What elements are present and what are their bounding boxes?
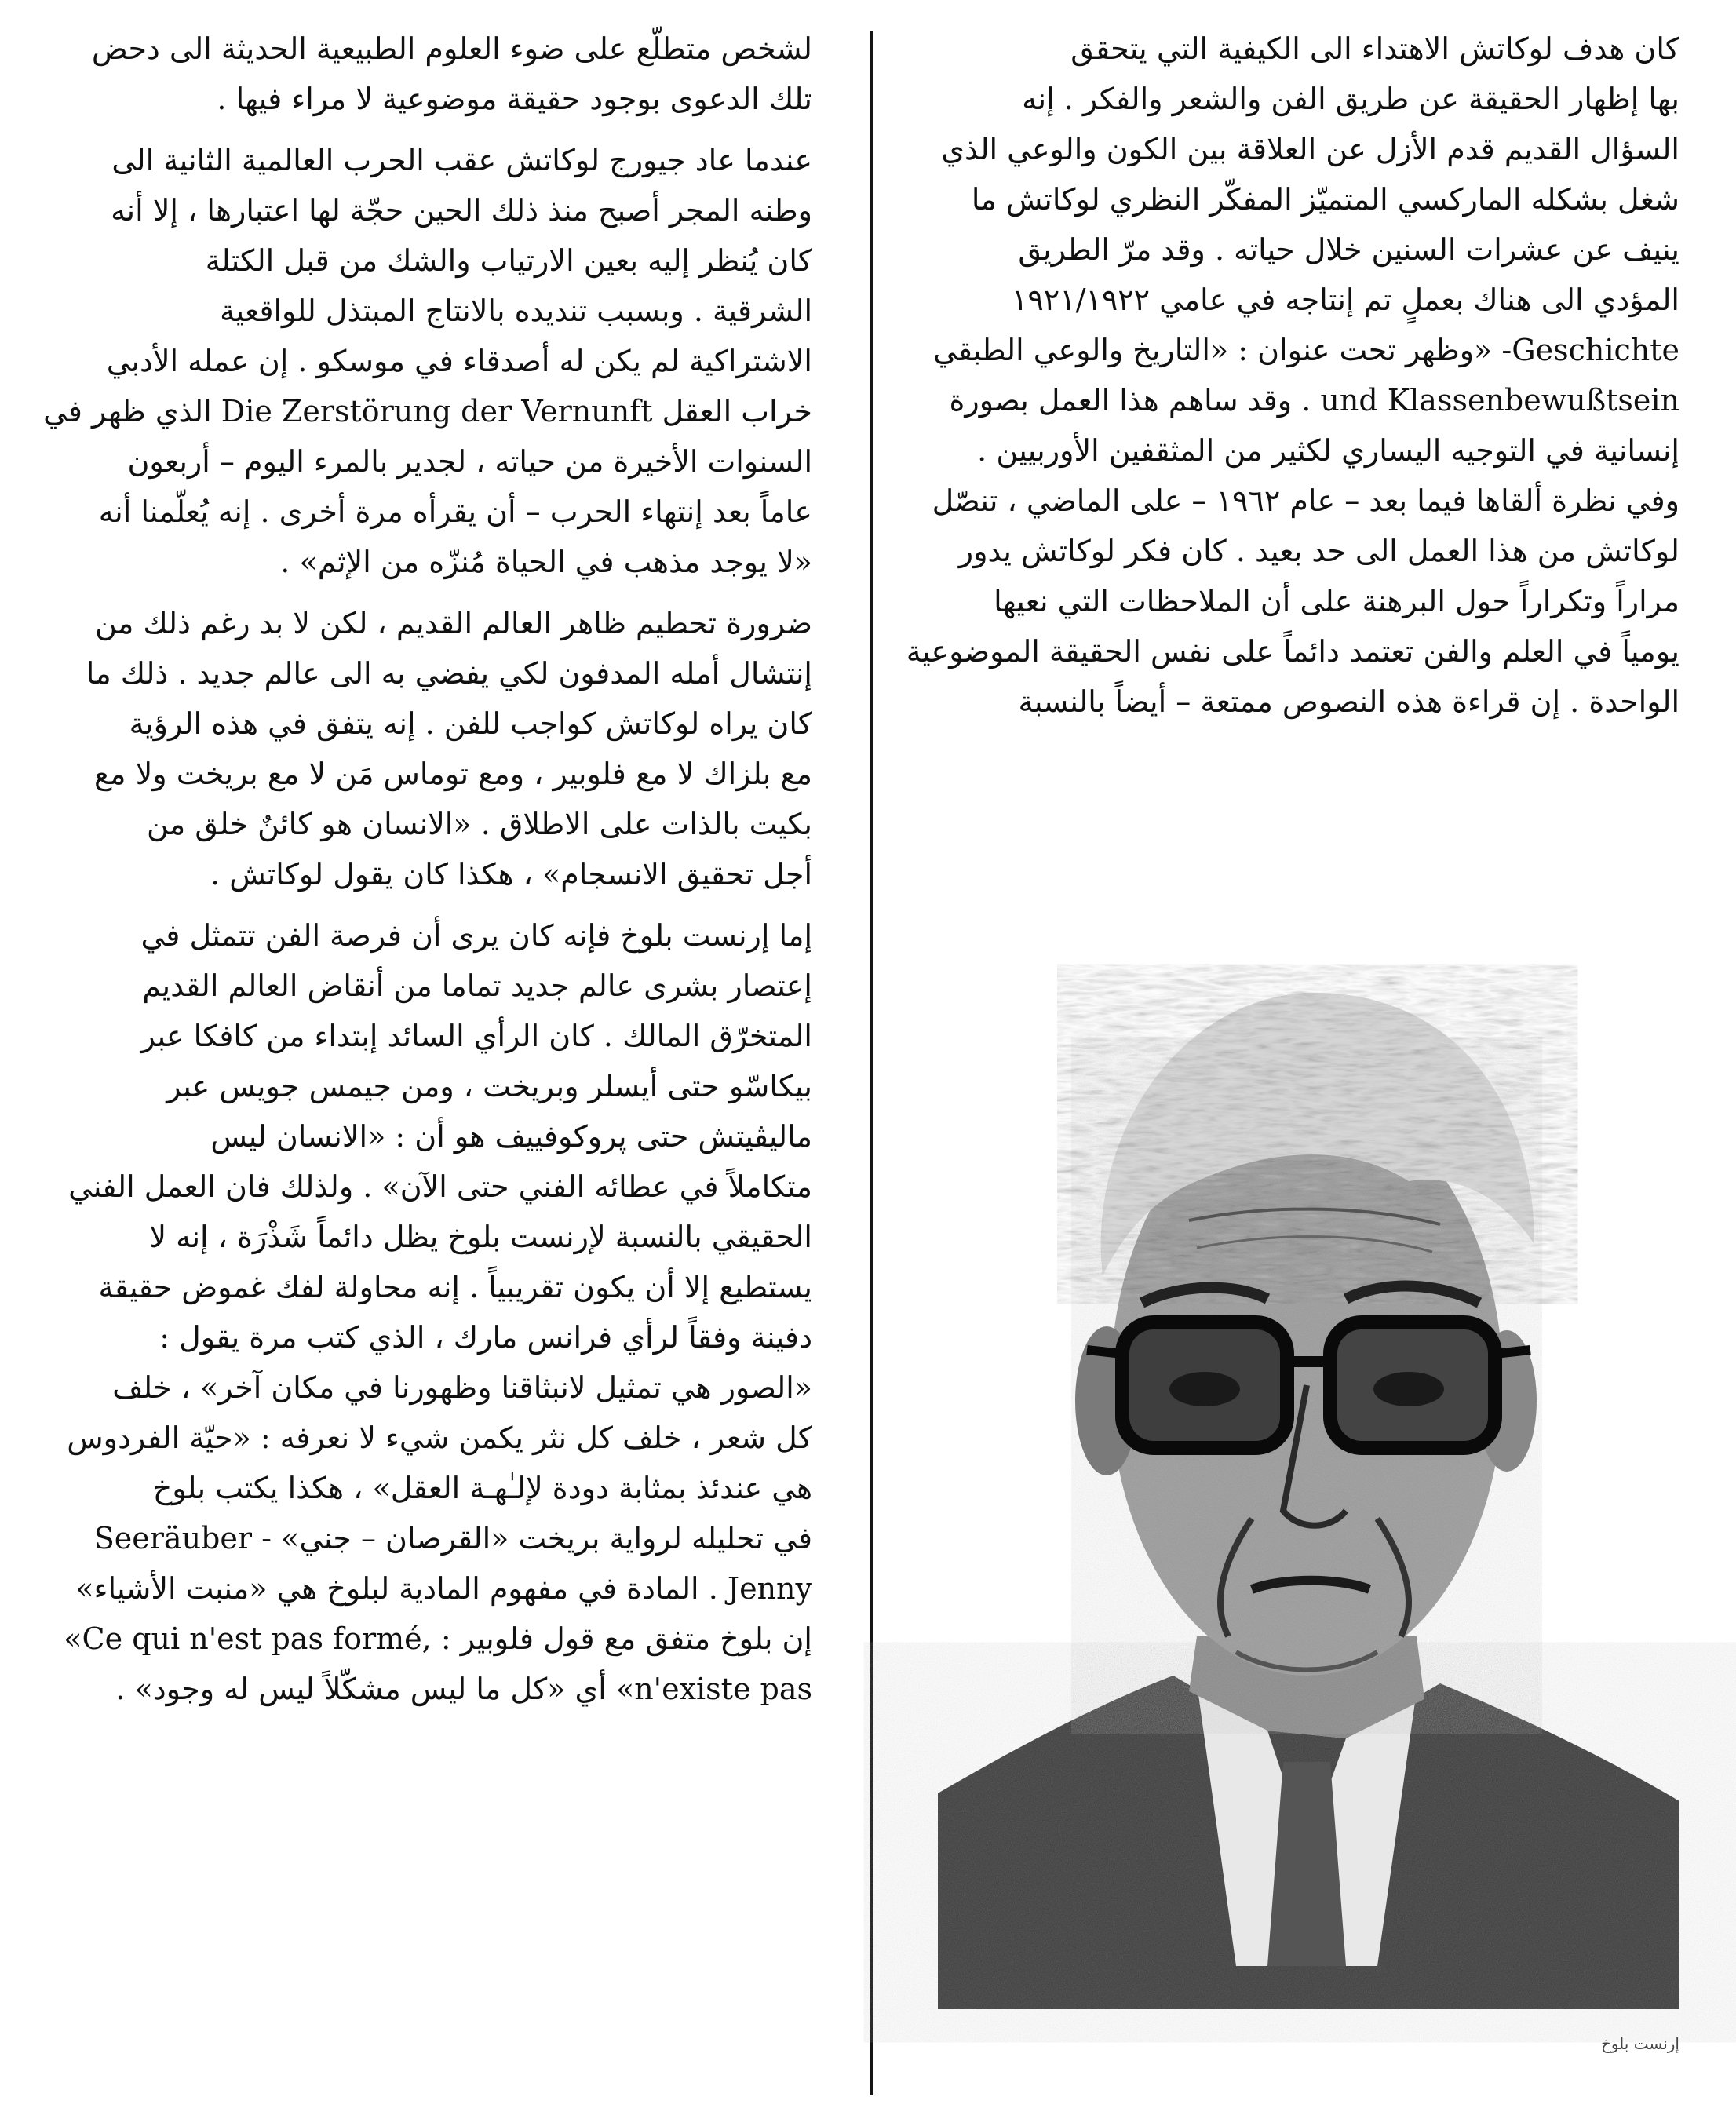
- text-line: بكيت بالذات على الاطلاق . «الانسان هو كائنٌ خلق من: [146, 807, 812, 841]
- text-line: إن بلوخ متفق مع قول فلوبير : ,Ce qui n'est pas formé»: [64, 1621, 812, 1656]
- photo-caption: إرنست بلوخ: [1600, 2034, 1679, 2053]
- text-line: ضرورة تحطيم ظاهر العالم القديم ، لكن لا بد رغم ذلك من: [95, 606, 812, 640]
- text-line: دفينة وفقاً لرأي فرانس مارك ، الذي كتب مرة يقول :: [159, 1320, 812, 1355]
- text-line: الواحدة . إن قراءة هذه النصوص ممتعة – أيضاً بالنسبة: [1018, 684, 1679, 719]
- text-line: مع بلزاك لا مع فلوبير ، ومع توماس مَن لا مع بريخت ولا مع: [93, 757, 812, 791]
- paragraph: [71, 598, 812, 899]
- text-line: n'existe pas» أي «كل ما ليس مشكّلاً ليس له وجود» .: [115, 1672, 812, 1706]
- text-line: إعتصار بشرى عالم جديد تماما من أنقاض العالم القديم: [142, 968, 812, 1003]
- left-column-text: [43, 24, 812, 1714]
- text-line: وفي نظرة ألقاها فيما بعد – عام ١٩٦٢ – على الماضي ، تنصّل: [932, 483, 1679, 518]
- text-line: وطنه المجر أصبح منذ ذلك الحين حجّة لها اعتبارها ، إلا أنه: [111, 193, 812, 228]
- paragraph: [71, 24, 812, 124]
- text-line: إنسانية في التوجيه اليساري لكثير من المثقفين الأوربيين .: [977, 433, 1679, 468]
- right-column: [906, 24, 1679, 727]
- text-line: لشخص متطلّع على ضوء العلوم الطبيعية الحديثة الى دحض: [91, 31, 812, 66]
- text-line: und Klassenbewußtsein . وقد ساهم هذا العمل بصورة: [949, 383, 1679, 418]
- left-column: [43, 24, 812, 1714]
- text-line: بها إظهار الحقيقة عن طريق الفن والشعر والفكر . إنه: [1022, 82, 1679, 116]
- text-line: عاماً بعد إنتهاء الحرب – أن يقرأه مرة أخرى . إنه يُعلّمنا أنه: [98, 494, 812, 529]
- text-line: السنوات الأخيرة من حياته ، لجدير بالمرء اليوم – أربعون: [127, 444, 812, 479]
- text-line: الحقيقي بالنسبة لإرنست بلوخ يظل دائماً شَذْرَة ، إنه لا: [149, 1220, 812, 1254]
- text-line: كل شعر ، خلف كل نثر يكمن شيء لا نعرفه : «حيّة الفردوس: [67, 1421, 812, 1455]
- text-line: في تحليله لرواية بريخت «القرصان – جني» - Seeräuber: [93, 1521, 812, 1556]
- text-line: كان هدف لوكاتش الاهتداء الى الكيفية التي يتحقق: [1070, 31, 1679, 66]
- text-line: متكاملاً في عطائه الفني حتى الآن» . ولذلك فان العمل الفني: [68, 1169, 812, 1204]
- text-line: ينيف عن عشرات السنين خلال حياته . وقد مرّ الطريق: [1018, 232, 1679, 267]
- text-line: هي عندئذ بمثابة دودة لإلـٰهـة العقل» ، هكذا يكتب بلوخ: [152, 1471, 812, 1505]
- text-line: السؤال القديم قدم الأزل عن العلاقة بين الكون والوعي الذي: [941, 132, 1679, 166]
- text-line: المتخرّق المالك . كان الرأي السائد إبتداء من كافكا عبر: [140, 1019, 812, 1053]
- text-line: ماليڤيتش حتى پروكوفييف هو أن : «الانسان ليس: [210, 1119, 812, 1154]
- paragraph-gap: [71, 124, 812, 135]
- portrait-photo: [938, 946, 1679, 2009]
- text-line: «لا يوجد مذهب في الحياة مُنزّه من الإثم» .: [280, 545, 812, 579]
- paragraph-gap: [71, 899, 812, 910]
- text-line: لوكاتش من هذا العمل الى حد بعيد . كان فكر لوكاتش يدور: [958, 534, 1679, 568]
- text-line: مراراً وتكراراً حول البرهنة على أن الملاحظات التي نعيها: [994, 584, 1679, 618]
- text-line: أجل تحقيق الانسجام» ، هكذا كان يقول لوكاتش .: [210, 857, 812, 892]
- text-line: «الصور هي تمثيل لانبثاقنا وظهورنا في مكان آخر» ، خلف: [112, 1370, 812, 1405]
- text-line: Jenny . المادة في مفهوم المادية لبلوخ هي «منبت الأشياء»: [75, 1571, 812, 1606]
- text-line: الشرقية . وبسبب تنديده بالانتاج المبتذل للواقعية: [220, 294, 812, 328]
- text-line: كان يُنظر إليه بعين الارتياب والشك من قبل الكتلة: [205, 243, 812, 278]
- text-line: يومياً في العلم والفن تعتمد دائماً على نفس الحقيقة الموضوعية: [906, 634, 1679, 669]
- text-line: الاشتراكية لم يكن له أصدقاء في موسكو . إن عمله الأدبي: [106, 344, 812, 378]
- paragraph-gap: [71, 587, 812, 598]
- paragraph: [64, 910, 812, 1714]
- text-line: عندما عاد جيورج لوكاتش عقب الحرب العالمية الثانية الى: [111, 143, 812, 177]
- portrait-illustration: [938, 946, 1679, 2009]
- paragraph: [43, 135, 812, 587]
- text-line: كان يراه لوكاتش كواجب للفن . إنه يتفق في هذه الرؤية: [129, 706, 812, 741]
- text-line: خراب العقل Die Zerstörung der Vernunft الذي ظهر في: [43, 394, 812, 429]
- text-line: إما إرنست بلوخ فإنه كان يرى أن فرصة الفن تتمثل في: [140, 918, 812, 953]
- right-column-text: [906, 24, 1679, 727]
- text-line: إنتشال أمله المدفون لكي يفضي به الى عالم جديد . ذلك ما: [86, 656, 812, 691]
- text-line: Geschichte- «وظهر تحت عنوان : «التاريخ والوعي الطبقي: [933, 333, 1679, 367]
- text-line: شغل بشكله الماركسي المتميّز المفكّر النظري لوكاتش ما: [971, 182, 1679, 217]
- text-line: يستطيع إلا أن يكون تقريبياً . إنه محاولة لفك غموض حقيقة: [98, 1270, 812, 1304]
- column-divider: [870, 31, 873, 2095]
- text-line: تلك الدعوى بوجود حقيقة موضوعية لا مراء فيها .: [217, 82, 812, 116]
- text-line: المؤدي الى هناك بعملٍ تم إنتاجه في عامي ١٩٢١/١٩٢٢: [1011, 283, 1679, 317]
- text-line: بيكاسّو حتى أيسلر وبريخت ، ومن جيمس جويس عبر: [166, 1069, 812, 1103]
